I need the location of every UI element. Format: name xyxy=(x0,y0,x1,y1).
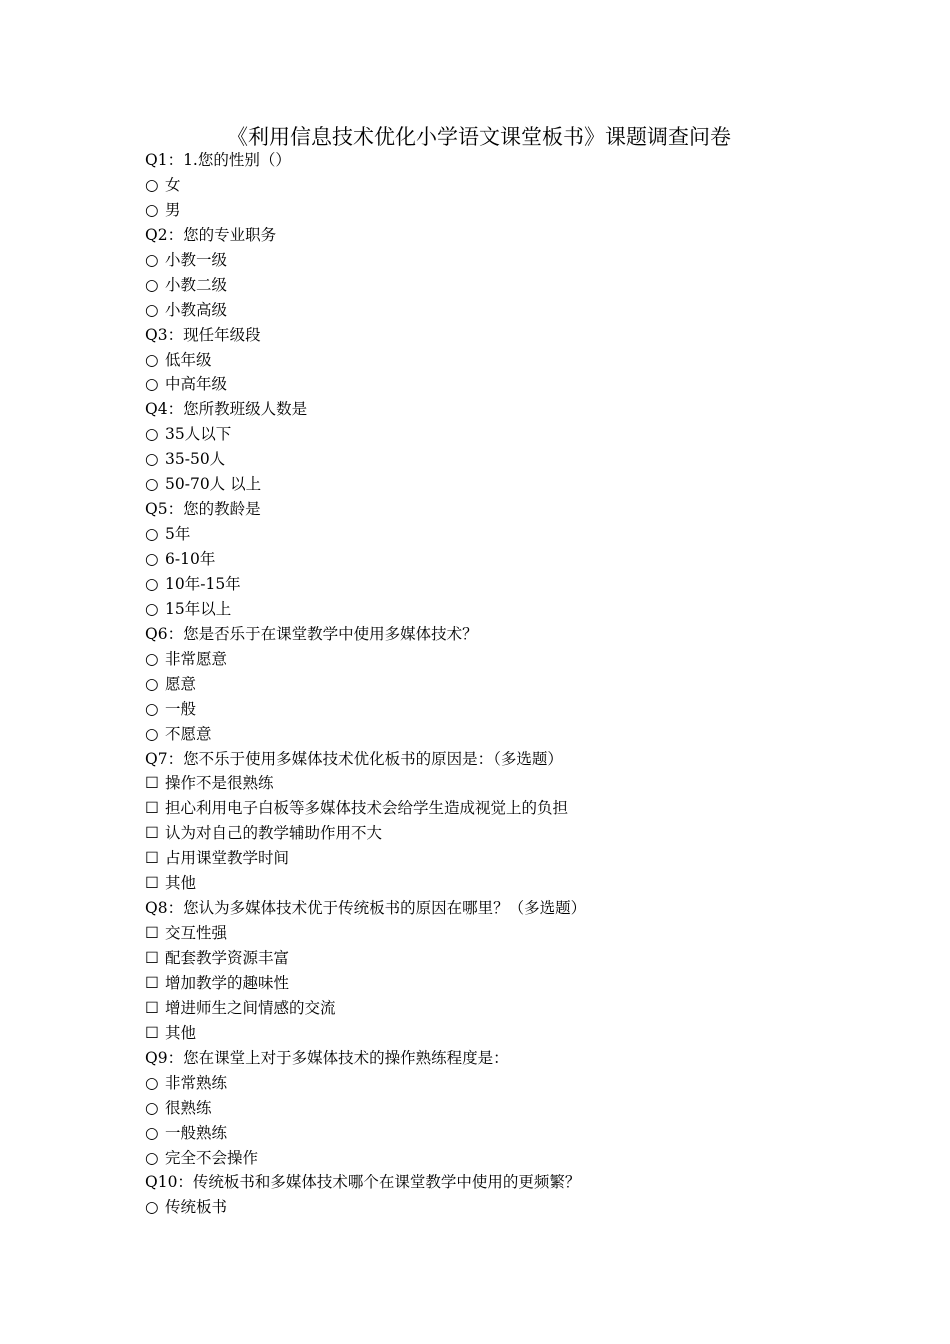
radio-option[interactable] xyxy=(145,647,845,672)
checkbox-option[interactable] xyxy=(145,946,845,971)
radio-circle-icon[interactable]: ○ xyxy=(145,1148,159,1167)
radio-circle-icon[interactable]: ○ xyxy=(145,450,159,469)
radio-circle-icon[interactable]: ○ xyxy=(145,649,159,668)
checkbox-icon[interactable]: ☐ xyxy=(145,924,159,943)
checkbox-icon[interactable]: ☐ xyxy=(145,973,159,992)
radio-option[interactable] xyxy=(145,348,845,373)
radio-option[interactable] xyxy=(145,722,845,747)
option-label: 5年 xyxy=(165,525,191,544)
option-label: 增进师生之间情感的交流 xyxy=(165,998,336,1017)
option-label: 不愿意 xyxy=(165,724,212,743)
radio-option[interactable] xyxy=(145,198,845,223)
radio-circle-icon[interactable]: ○ xyxy=(145,375,159,394)
radio-circle-icon[interactable]: ○ xyxy=(145,599,159,618)
radio-circle-icon[interactable]: ○ xyxy=(145,200,159,219)
radio-circle-icon[interactable]: ○ xyxy=(145,300,159,319)
radio-circle-icon[interactable]: ○ xyxy=(145,574,159,593)
option-label: 6-10年 xyxy=(165,550,216,568)
checkbox-option[interactable] xyxy=(145,996,845,1021)
checkbox-icon[interactable]: ☐ xyxy=(145,1023,159,1042)
option-label: 认为对自己的教学辅助作用不大 xyxy=(165,824,383,843)
option-label: 一般 xyxy=(165,699,197,718)
checkbox-option[interactable] xyxy=(145,821,845,846)
radio-option[interactable] xyxy=(145,1146,845,1171)
question-text: Q1：1.您的性别（） xyxy=(145,151,291,169)
option-label: 女 xyxy=(165,175,181,194)
checkbox-option[interactable] xyxy=(145,796,845,821)
radio-option[interactable] xyxy=(145,273,845,298)
option-label: 小教高级 xyxy=(165,300,228,319)
question-text: Q7：您不乐于使用多媒体技术优化板书的原因是：（多选题） xyxy=(145,749,563,768)
option-label: 小教一级 xyxy=(165,250,228,269)
option-label: 非常熟练 xyxy=(165,1073,228,1092)
option-label: 完全不会操作 xyxy=(165,1148,259,1167)
option-label: 中高年级 xyxy=(165,375,228,394)
question-text: Q3：现任年级段 xyxy=(145,325,261,344)
question-text: Q8：您认为多媒体技术优于传统板书的原因在哪里？（多选题） xyxy=(145,899,587,918)
checkbox-option[interactable] xyxy=(145,846,845,871)
radio-option[interactable] xyxy=(145,248,845,273)
radio-circle-icon[interactable]: ○ xyxy=(145,350,159,369)
checkbox-icon[interactable]: ☐ xyxy=(145,998,159,1017)
option-label: 35-50人 xyxy=(165,450,226,469)
checkbox-option[interactable] xyxy=(145,871,845,896)
radio-circle-icon[interactable]: ○ xyxy=(145,550,159,568)
option-label: 低年级 xyxy=(165,350,212,369)
option-label: 小教二级 xyxy=(165,275,228,294)
question-text: Q4：您所教班级人数是 xyxy=(145,400,308,419)
radio-circle-icon[interactable]: ○ xyxy=(145,475,159,494)
radio-option[interactable] xyxy=(145,522,845,547)
radio-option[interactable] xyxy=(145,173,845,198)
radio-option[interactable] xyxy=(145,372,845,397)
radio-option[interactable] xyxy=(145,597,845,622)
option-label: 交互性强 xyxy=(165,924,228,943)
checkbox-option[interactable] xyxy=(145,921,845,946)
question-text: Q10：传统板书和多媒体技术哪个在课堂教学中使用的更频繁？ xyxy=(145,1173,581,1192)
radio-circle-icon[interactable]: ○ xyxy=(145,674,159,693)
questionnaire-body xyxy=(145,148,845,1220)
question-text: Q9：您在课堂上对于多媒体技术的操作熟练程度是： xyxy=(145,1048,509,1067)
radio-circle-icon[interactable]: ○ xyxy=(145,1073,159,1092)
radio-option[interactable] xyxy=(145,298,845,323)
option-label: 愿意 xyxy=(165,674,197,693)
question-text: Q6：您是否乐于在课堂教学中使用多媒体技术？ xyxy=(145,624,478,643)
checkbox-icon[interactable]: ☐ xyxy=(145,799,159,818)
document-title: 《利用信息技术优化小学语文课堂板书》课题调查问卷 xyxy=(227,125,731,149)
radio-option[interactable] xyxy=(145,672,845,697)
radio-circle-icon[interactable]: ○ xyxy=(145,175,159,194)
option-label: 其他 xyxy=(165,874,197,893)
radio-option[interactable] xyxy=(145,572,845,597)
radio-option[interactable] xyxy=(145,1096,845,1121)
radio-circle-icon[interactable]: ○ xyxy=(145,1198,159,1217)
option-label: 一般熟练 xyxy=(165,1123,228,1142)
option-label: 很熟练 xyxy=(165,1098,212,1117)
option-label: 操作不是很熟练 xyxy=(165,774,274,793)
checkbox-icon[interactable]: ☐ xyxy=(145,824,159,843)
checkbox-icon[interactable]: ☐ xyxy=(145,949,159,967)
radio-circle-icon[interactable]: ○ xyxy=(145,425,159,444)
question-text: Q2：您的专业职务 xyxy=(145,225,277,244)
radio-option[interactable] xyxy=(145,447,845,472)
option-label: 非常愿意 xyxy=(165,649,228,668)
option-label: 担心利用电子白板等多媒体技术会给学生造成视觉上的负担 xyxy=(165,799,569,818)
option-label: 35人以下 xyxy=(165,425,232,444)
checkbox-icon[interactable]: ☐ xyxy=(145,849,159,868)
option-label: 10年-15年 xyxy=(165,574,241,593)
option-label: 其他 xyxy=(165,1023,197,1042)
radio-option[interactable] xyxy=(145,1071,845,1096)
option-label: 配套教学资源丰富 xyxy=(165,949,290,967)
radio-circle-icon[interactable]: ○ xyxy=(145,1123,159,1142)
checkbox-icon[interactable]: ☐ xyxy=(145,874,159,893)
radio-option[interactable] xyxy=(145,697,845,722)
radio-option[interactable] xyxy=(145,1195,845,1220)
checkbox-option[interactable] xyxy=(145,771,845,796)
option-label: 占用课堂教学时间 xyxy=(165,849,290,868)
option-label: 增加教学的趣味性 xyxy=(165,973,290,992)
radio-circle-icon[interactable]: ○ xyxy=(145,275,159,294)
option-label: 15年以上 xyxy=(165,599,232,618)
question-text: Q5：您的教龄是 xyxy=(145,500,261,519)
radio-option[interactable] xyxy=(145,472,845,497)
radio-circle-icon[interactable]: ○ xyxy=(145,724,159,743)
radio-circle-icon[interactable]: ○ xyxy=(145,525,159,544)
radio-circle-icon[interactable]: ○ xyxy=(145,1098,159,1117)
checkbox-option[interactable] xyxy=(145,1021,845,1046)
radio-circle-icon[interactable]: ○ xyxy=(145,250,159,269)
radio-option[interactable] xyxy=(145,422,845,447)
option-label: 男 xyxy=(165,200,181,219)
checkbox-icon[interactable]: ☐ xyxy=(145,774,159,793)
option-label: 50-70人 以上 xyxy=(165,475,262,494)
radio-option[interactable] xyxy=(145,1121,845,1146)
radio-option[interactable] xyxy=(145,547,845,572)
radio-circle-icon[interactable]: ○ xyxy=(145,699,159,718)
option-label: 传统板书 xyxy=(165,1198,228,1217)
checkbox-option[interactable] xyxy=(145,971,845,996)
